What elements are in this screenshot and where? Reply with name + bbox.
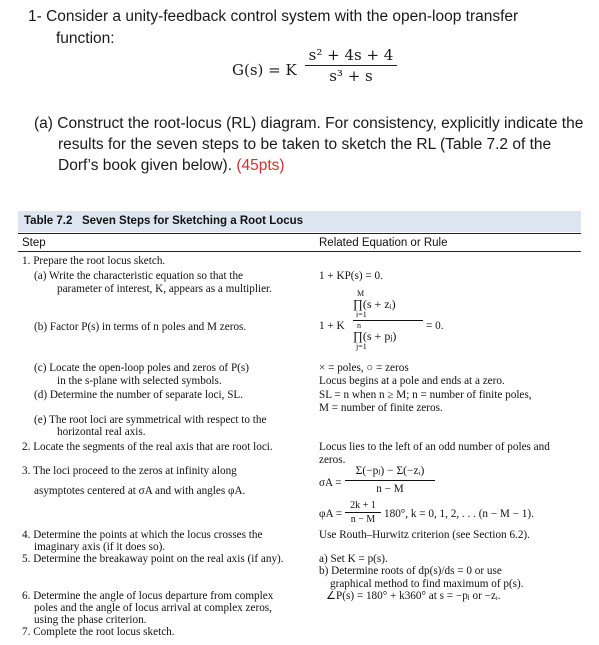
step-1c-line-1: (c) Locate the open-loop poles and zeros of P(s) — [34, 362, 249, 374]
step-7: 7. Complete the root locus sketch. — [22, 626, 175, 638]
table-title — [24, 215, 303, 227]
rule-2-line-1: Locus lies to the left of an odd number of poles and — [319, 441, 550, 453]
rule-5-line-3: graphical method to find maximum of p(s). — [330, 578, 524, 590]
phi-numerator: 2k + 1 — [350, 500, 376, 511]
rule-3-phi-label: φA = — [319, 508, 343, 520]
step-1b: (b) Factor P(s) in terms of n poles and M zeros. — [34, 321, 247, 333]
formula-denominator: s³ + s — [329, 67, 373, 85]
rule-1b-lhs: 1 + K — [319, 320, 345, 332]
step-1a-line-2: parameter of interest, K, appears as a multiplier. — [57, 283, 272, 295]
sigma-denominator: n − M — [376, 482, 404, 495]
step-2: 2. Locate the segments of the real axis that are root loci. — [22, 441, 273, 453]
part-a-line-2: results for the seven steps to be taken to sketch the RL (Table 7.2 of the — [58, 136, 552, 153]
rule-6: ∠P(s) = 180° + k360° at s = −pⱼ or −zᵢ. — [326, 590, 501, 602]
step-3-line-1: 3. The loci proceed to the zeros at infinity along — [22, 465, 237, 477]
table-caption: Seven Steps for Sketching a Root Locus — [81, 215, 304, 227]
column-header-step: Step — [22, 237, 46, 249]
table-number: Table 7.2 — [24, 215, 73, 227]
part-a-text: Dorf’s book given below). — [58, 157, 233, 174]
rule-2-line-2: zeros. — [319, 454, 346, 466]
formula-lhs: G(s) = K — [232, 61, 297, 79]
product-lower-limit: i=1 — [356, 310, 367, 319]
formula-numerator: s² + 4s + 4 — [308, 46, 394, 64]
question-line-1: 1- Consider a unity-feedback control system with the open-loop transfer — [28, 8, 519, 25]
step-6-line-3: using the phase criterion. — [34, 614, 147, 626]
table-top-rule — [18, 233, 581, 234]
rule-3-phi-rhs: 180°, k = 0, 1, 2, . . . (n − M − 1). — [384, 508, 534, 520]
step-1c-line-2: in the s-plane with selected symbols. — [57, 375, 222, 387]
rule-1a: 1 + KP(s) = 0. — [319, 270, 383, 282]
rule-1b-fraction — [353, 290, 423, 351]
step-1e-line-2: horizontal real axis. — [57, 426, 146, 438]
question-line-2: function: — [56, 30, 115, 47]
step-4-line-1: 4. Determine the points at which the locus crosses the — [22, 529, 263, 541]
rule-1b-bar — [353, 320, 423, 321]
step-1d: (d) Determine the number of separate loci, SL. — [34, 389, 244, 401]
product-lower-limit-den: j=1 — [356, 342, 367, 351]
part-a-line-3 — [58, 155, 285, 176]
rule-5-line-1: a) Set K = p(s). — [319, 553, 388, 565]
part-a-line-1: (a) Construct the root-locus (RL) diagram. For consistency, explicitly indicate the — [34, 115, 584, 132]
rule-3-sigma-fraction — [345, 465, 435, 495]
rule-1d-line-2: M = number of finite zeros. — [319, 402, 443, 414]
rule-1b-denominator: ∏(s + pⱼ) — [353, 329, 397, 343]
rule-1c-line-2: Locus begins at a pole and ends at a zero. — [319, 375, 505, 387]
rule-4: Use Routh–Hurwitz criterion (see Section 6.2). — [319, 529, 530, 541]
product-upper-limit-den: n — [357, 321, 361, 330]
sigma-numerator: Σ(−pⱼ) − Σ(−zᵢ) — [355, 465, 425, 477]
rule-1c-line-1: × = poles, ○ = zeros — [319, 362, 409, 374]
step-4-line-2: imaginary axis (if it does so). — [34, 541, 166, 553]
rule-1b-numerator: ∏(s + zᵢ) — [353, 297, 396, 311]
points-label: (45pts) — [236, 157, 285, 174]
table-header-rule — [18, 251, 581, 252]
transfer-function-fraction — [305, 46, 397, 86]
phi-bar — [345, 512, 381, 513]
step-6-line-1: 6. Determine the angle of locus departure from complex — [22, 590, 274, 602]
step-1e-line-1: (e) The root loci are symmetrical with respect to the — [34, 414, 267, 426]
rule-3-sigma-label: σA = — [319, 477, 342, 489]
rule-3-phi-fraction — [345, 500, 381, 525]
step-1a-line-1: (a) Write the characteristic equation so that the — [34, 270, 244, 282]
rule-1d-line-1: SL = n when n ≥ M; n = number of finite poles, — [319, 389, 532, 401]
product-upper-limit: M — [357, 289, 365, 298]
rule-5-line-2: b) Determine roots of dp(s)/ds = 0 or use — [319, 565, 502, 577]
step-6-line-2: poles and the angle of locus arrival at complex zeros, — [34, 602, 272, 614]
sigma-bar — [345, 480, 435, 481]
column-header-rule: Related Equation or Rule — [319, 237, 448, 249]
phi-denominator: n − M — [350, 514, 376, 525]
step-5: 5. Determine the breakaway point on the real axis (if any). — [22, 553, 284, 565]
step-3-line-2: asymptotes centered at σA and with angles φA. — [34, 485, 246, 497]
rule-1b-rhs: = 0. — [426, 320, 444, 332]
step-1: 1. Prepare the root locus sketch. — [22, 255, 166, 267]
